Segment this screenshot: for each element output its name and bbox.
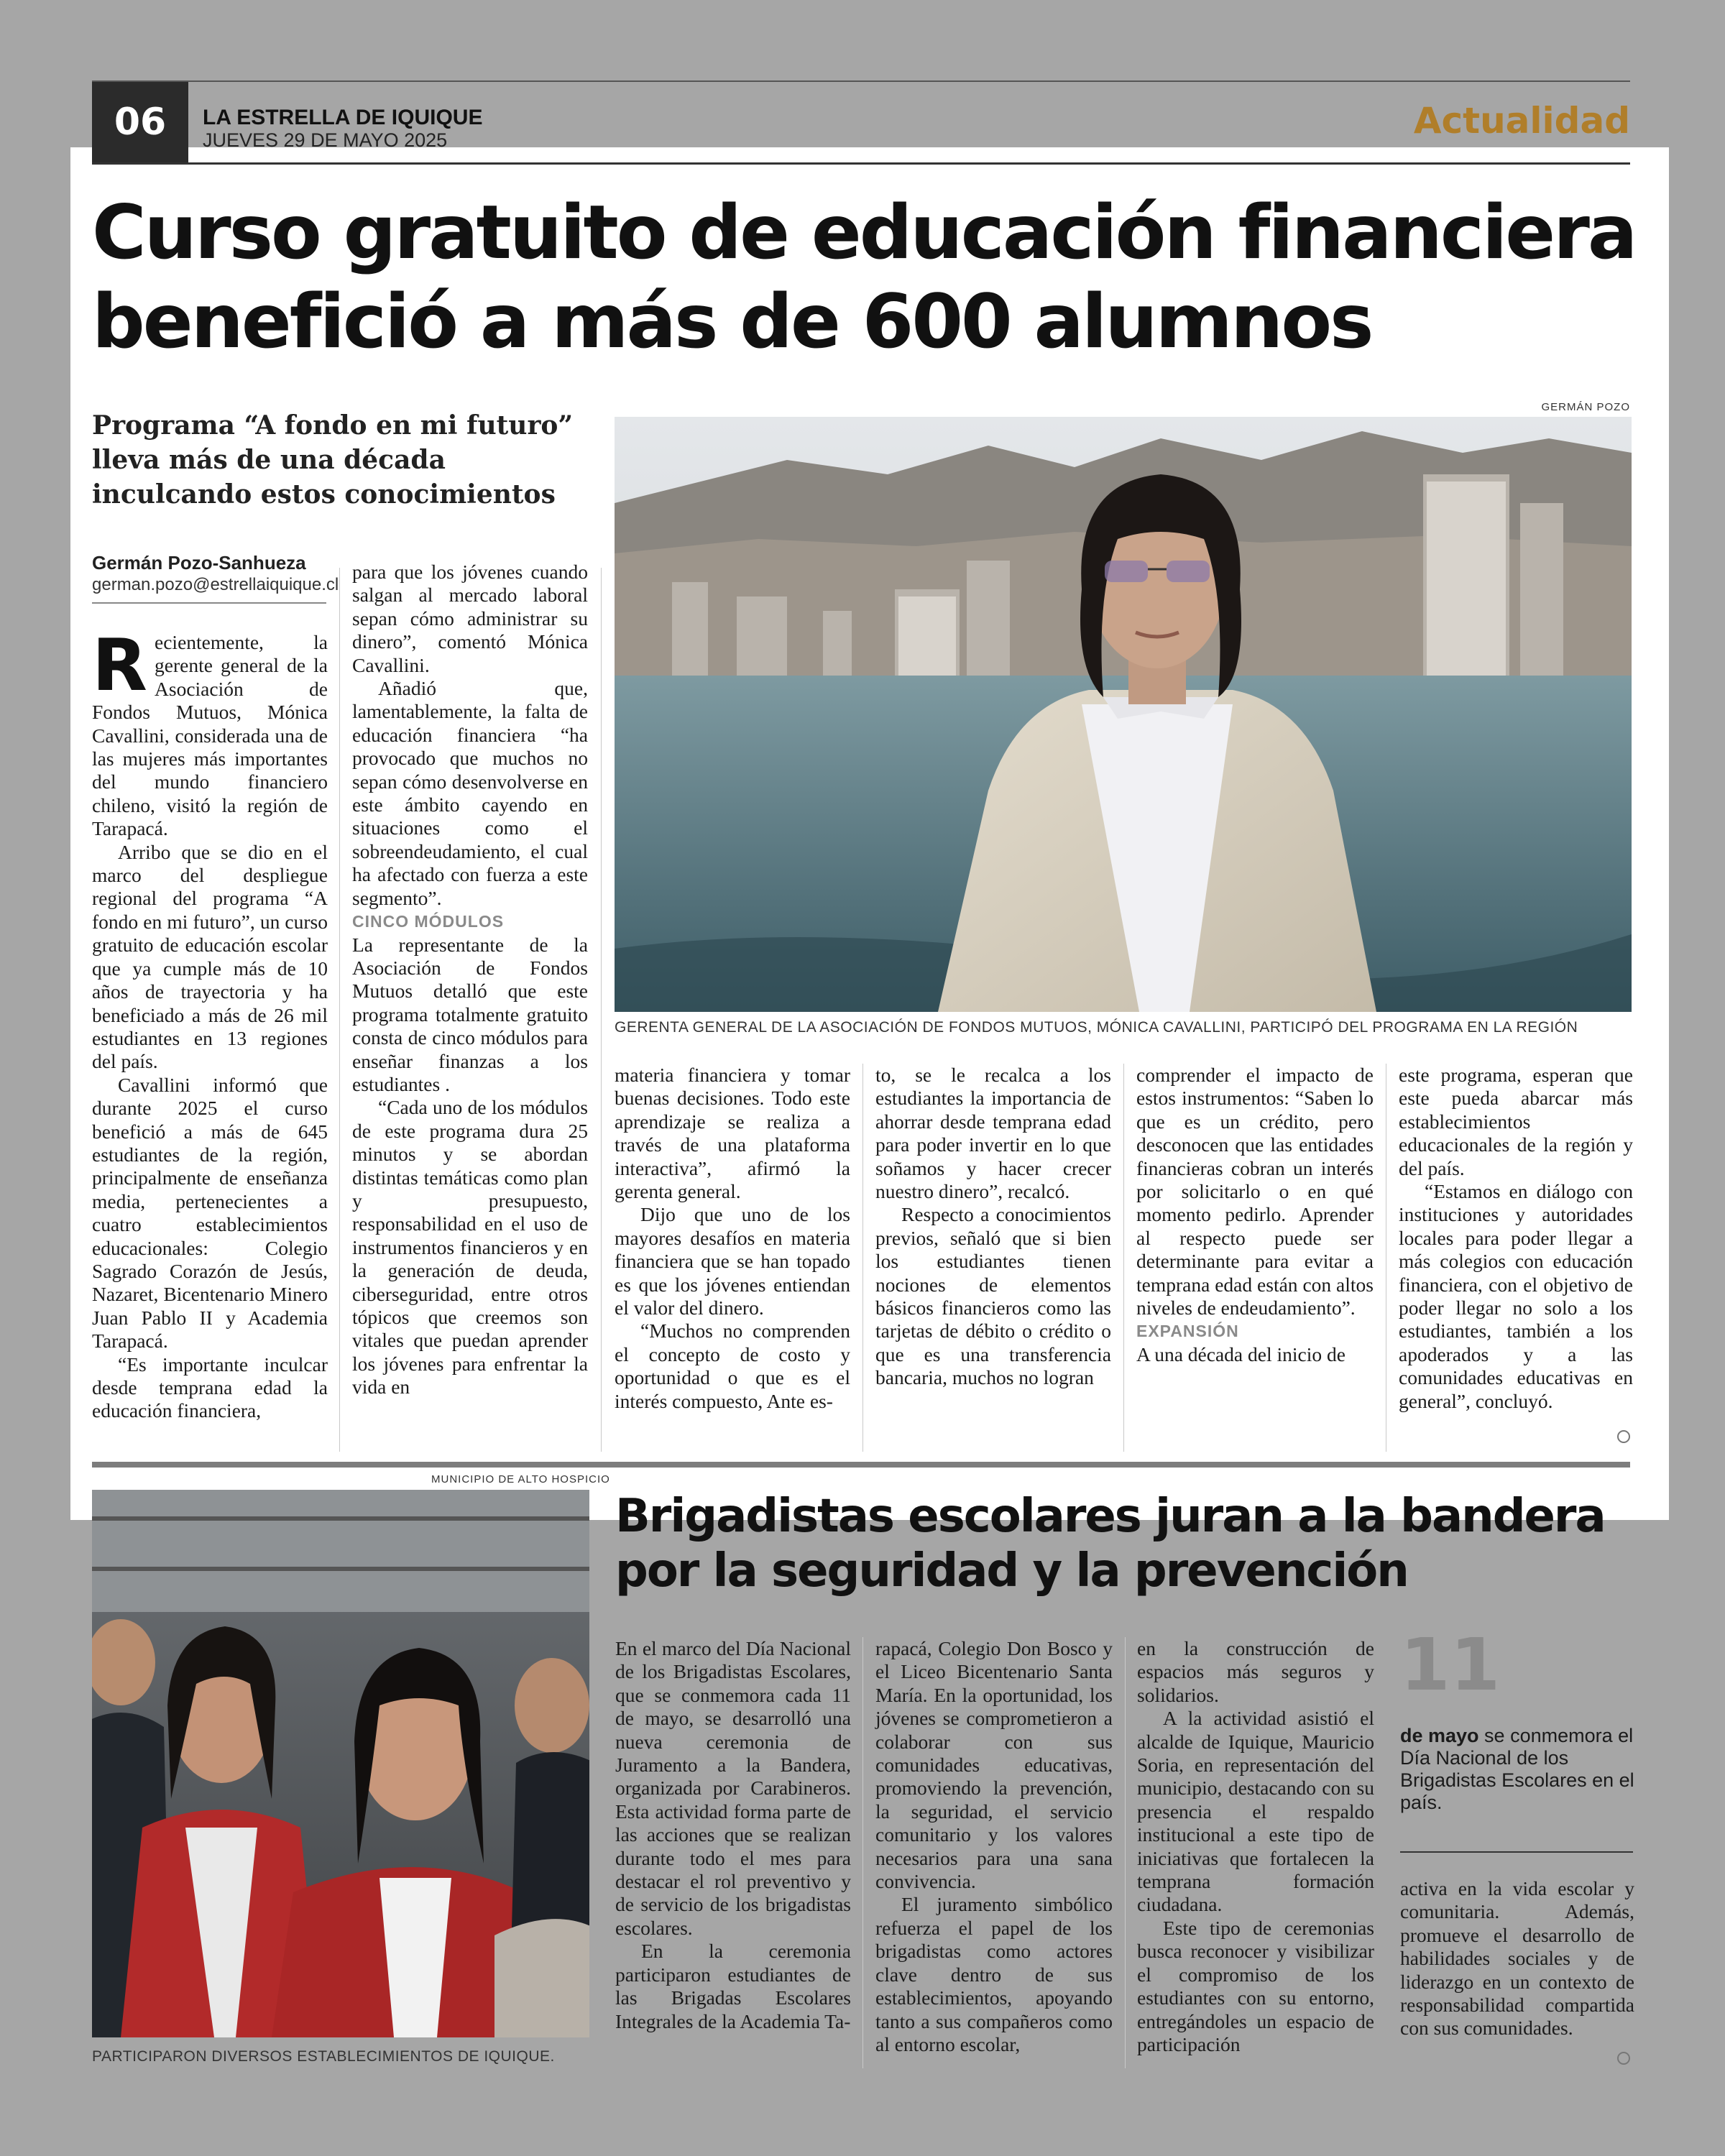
article2-column-1: [615, 1637, 851, 2033]
article2-column-4: [1400, 1877, 1634, 2040]
column-rule: [862, 1064, 863, 1452]
paragraph: Respecto a conocimientos previos, señaló que si bien los estudiantes tienen nociones de elementos básicos financieros como las tarjetas de débito o crédito o que es una transferencia bancaria, muchos no logran: [875, 1203, 1111, 1389]
paragraph: Añadió que, lamentablemente, la falta de educación financiera “ha provocado que muchos no sepan cómo desenvolverse en este ámbito cayendo en situaciones como el sobreendeudamiento, el cual ha afectado con fuerza a este segmento”.: [352, 677, 588, 909]
top-rule: [92, 80, 1630, 82]
photo-credit-2: MUNICIPIO DE ALTO HOSPICIO: [431, 1473, 610, 1485]
article1-column-4: [875, 1064, 1111, 1390]
paragraph: A una década del inicio de: [1136, 1342, 1346, 1365]
end-of-article-icon: [1617, 1430, 1630, 1443]
subhead-expansion: EXPANSIÓN: [1136, 1322, 1239, 1341]
byline-rule: [92, 602, 326, 604]
end-of-article-icon: [1617, 2052, 1630, 2065]
column-rule: [862, 1637, 863, 2068]
highlight-text: [1400, 1725, 1637, 1814]
paragraph: “Estamos en diálogo con instituciones y autoridades locales para poder llegar a más colegios con educación financiera, con el objetivo de poder llegar no solo a los estudiantes, también a los apoderados y a las comunidades educativas en general”, concluyó.: [1399, 1180, 1633, 1412]
paragraph: En la ceremonia participaron estudiantes de las Brigadas Escolares Integrales de la Academia Ta-: [615, 1940, 851, 2032]
paragraph: Cavallini informó que durante 2025 el curso benefició a más de 645 estudiantes de la región, principalmente de enseñanza media, pertenecientes a cuatro establecimientos educacionales: Colegio Sagrado Corazón de Jesús, Nazaret, Bicentenario Minero Juan Pablo II y Academia Tarapacá.: [92, 1073, 328, 1353]
article-deck: Programa “A fondo en mi futuro” lleva más de una década inculcando estos conocimientos: [92, 410, 574, 510]
paragraph: A la actividad asistió el alcalde de Iquique, Mauricio Soria, en representación del municipio, destacando con su presencia el respaldo institucional a este tipo de iniciativas que fortalecen la temprana formación ciudadana.: [1137, 1707, 1374, 1916]
article1-column-2: [352, 561, 588, 1399]
article1-column-5: [1136, 1064, 1374, 1366]
paragraph: materia financiera y tomar buenas decisiones. Todo este aprendizaje se realiza a través de una plataforma interactiva”, afirmó la gerenta general.: [615, 1064, 850, 1203]
paragraph: Dijo que uno de los mayores desafíos en materia financiera que se han topado es que los jóvenes entiendan el valor del dinero.: [615, 1203, 850, 1319]
main-headline: [92, 188, 1637, 367]
paragraph: “Muchos no comprenden el concepto de costo y oportunidad o que es el interés compuesto, Ante es-: [615, 1319, 850, 1412]
paragraph: Recientemente, la gerente general de la Asociación de Fondos Mutuos, Mónica Cavallini, considerada una de las mujeres más importantes del mundo financiero chileno, visitó la región de Tarapacá.: [92, 623, 328, 840]
highlight-number: 11: [1400, 1623, 1501, 1707]
paragraph: “Cada uno de los módulos de este programa dura 25 minutos y se abordan distintas temáticas como plan y presupuesto, responsabilidad en el uso de instrumentos financieros y en la generación de deuda, ciberseguridad, entre otros tópicos que creemos son vitales que puedan aprender los jóvenes para enfrentar la vida en: [352, 1096, 588, 1399]
drop-cap: R: [92, 623, 148, 707]
photo-credit: GERMÁN POZO: [1541, 401, 1630, 413]
highlight-rule: [1400, 1851, 1633, 1853]
photo-caption-2: PARTICIPARON DIVERSOS ESTABLECIMIENTOS DE IQUIQUE.: [92, 2048, 555, 2065]
headline2-line-1: Brigadistas escolares juran a la bandera: [615, 1490, 1605, 1543]
author-email: german.pozo@estrellaiquique.cl: [92, 575, 339, 594]
paragraph: en la construcción de espacios más seguros y solidarios.: [1137, 1637, 1374, 1706]
headline2-line-2: por la seguridad y la prevención: [615, 1544, 1408, 1598]
secondary-headline: [615, 1489, 1636, 1598]
highlight-bold: de mayo: [1400, 1725, 1479, 1746]
newspaper-name: LA ESTRELLA DE IQUIQUE: [203, 106, 483, 129]
paragraph: Este tipo de ceremonias busca reconocer y visibilizar el compromiso de los estudiantes con su entorno, entregándoles un espacio de participación: [1137, 1916, 1374, 2055]
paragraph: El juramento simbólico refuerza el papel de los brigadistas como actores clave dentro de sus establecimientos, apoyando tanto a sus compañeros como al entorno escolar,: [875, 1893, 1113, 2055]
article1-column-6: [1399, 1064, 1633, 1413]
paragraph: En el marco del Día Nacional de los Brigadistas Escolares, que se conmemora cada 11 de mayo, se desarrolló una nueva ceremonia de Juramento a la Bandera, organizada por Carabineros. Esta actividad forma parte de las acciones que se realizan durante todo el mes para destacar el rol preventivo y de servicio de los brigadistas escolares.: [615, 1637, 851, 1939]
highlight-rest: se conmemora el Día Nacional de los Brigadistas Escolares en el país.: [1400, 1725, 1634, 1813]
paragraph: “Es importante inculcar desde temprana edad la educación financiera,: [92, 1353, 328, 1422]
photo-caption: GERENTA GENERAL DE LA ASOCIACIÓN DE FONDOS MUTUOS, MÓNICA CAVALLINI, PARTICIPÓ DEL PROGRAMA EN LA REGIÓN: [615, 1019, 1578, 1036]
author-name: Germán Pozo-Sanhueza: [92, 552, 306, 573]
headline-line-1: Curso gratuito de educación financiera: [92, 190, 1636, 276]
paragraph: La representante de la Asociación de Fondos Mutuos detalló que este programa totalmente gratuito consta de cinco módulos para enseñar finanzas a los estudiantes .: [352, 933, 588, 1095]
paragraph: comprender el impacto de estos instrumentos: “Saben lo que es un crédito, pero desconocen que las entidades financieras cobran un interés por solicitarlo o en qué momento pedirlo. Aprender al respecto puede ser determinante para evitar a temprana edad están con altos niveles de endeudamiento”.: [1136, 1064, 1374, 1319]
paragraph: activa en la vida escolar y comunitaria. Además, promueve el desarrollo de habilidades sociales y de liderazgo en un contexto de responsabilidad compartida con sus comunidades.: [1400, 1877, 1634, 2040]
article-divider: [92, 1462, 1630, 1468]
paragraph: Arribo que se dio en el marco del despliegue regional del programa “A fondo en mi futuro”, un curso gratuito de educación escolar que ya cumple más de 10 años de trayectoria y ha beneficiado a más de 26 mil estudiantes en 13 regiones del país.: [92, 840, 328, 1073]
section-label: Actualidad: [1413, 100, 1630, 142]
page-number: 06: [92, 82, 188, 162]
paragraph: to, se le recalca a los estudiantes la importancia de ahorrar desde temprana edad para poder invertir en lo que soñamos y hacer crecer nuestro dinero”, recalcó.: [875, 1064, 1111, 1203]
paragraph: para que los jóvenes cuando salgan al mercado laboral sepan cómo administrar su dinero”, comentó Mónica Cavallini.: [352, 561, 588, 676]
column-rule: [339, 568, 340, 1452]
paragraph: este programa, esperan que este pueda abarcar más establecimientos educacionales de la región y del país.: [1399, 1064, 1633, 1179]
headline-line-2: benefició a más de 600 alumnos: [92, 279, 1372, 365]
column-rule: [1125, 1637, 1126, 2068]
brigadistas-photo: [92, 1490, 589, 2037]
portrait-photo: [615, 417, 1632, 1012]
column-rule: [601, 568, 602, 1452]
section-rule: [92, 162, 1630, 165]
article2-column-2: [875, 1637, 1113, 2056]
subhead-cinco-modulos: CINCO MÓDULOS: [352, 912, 505, 931]
article1-column-1: [92, 623, 328, 1423]
column-rule: [1123, 1064, 1124, 1452]
article1-column-3: [615, 1064, 850, 1413]
paragraph: rapacá, Colegio Don Bosco y el Liceo Bicentenario Santa María. En la oportunidad, los jóvenes se comprometieron a colaborar con sus comunidades educativas, promoviendo la prevención, la seguridad, el servicio comunitario y los valores necesarios para una sana convivencia.: [875, 1637, 1113, 1893]
article2-column-3: [1137, 1637, 1374, 2056]
issue-date: JUEVES 29 DE MAYO 2025: [203, 129, 448, 151]
